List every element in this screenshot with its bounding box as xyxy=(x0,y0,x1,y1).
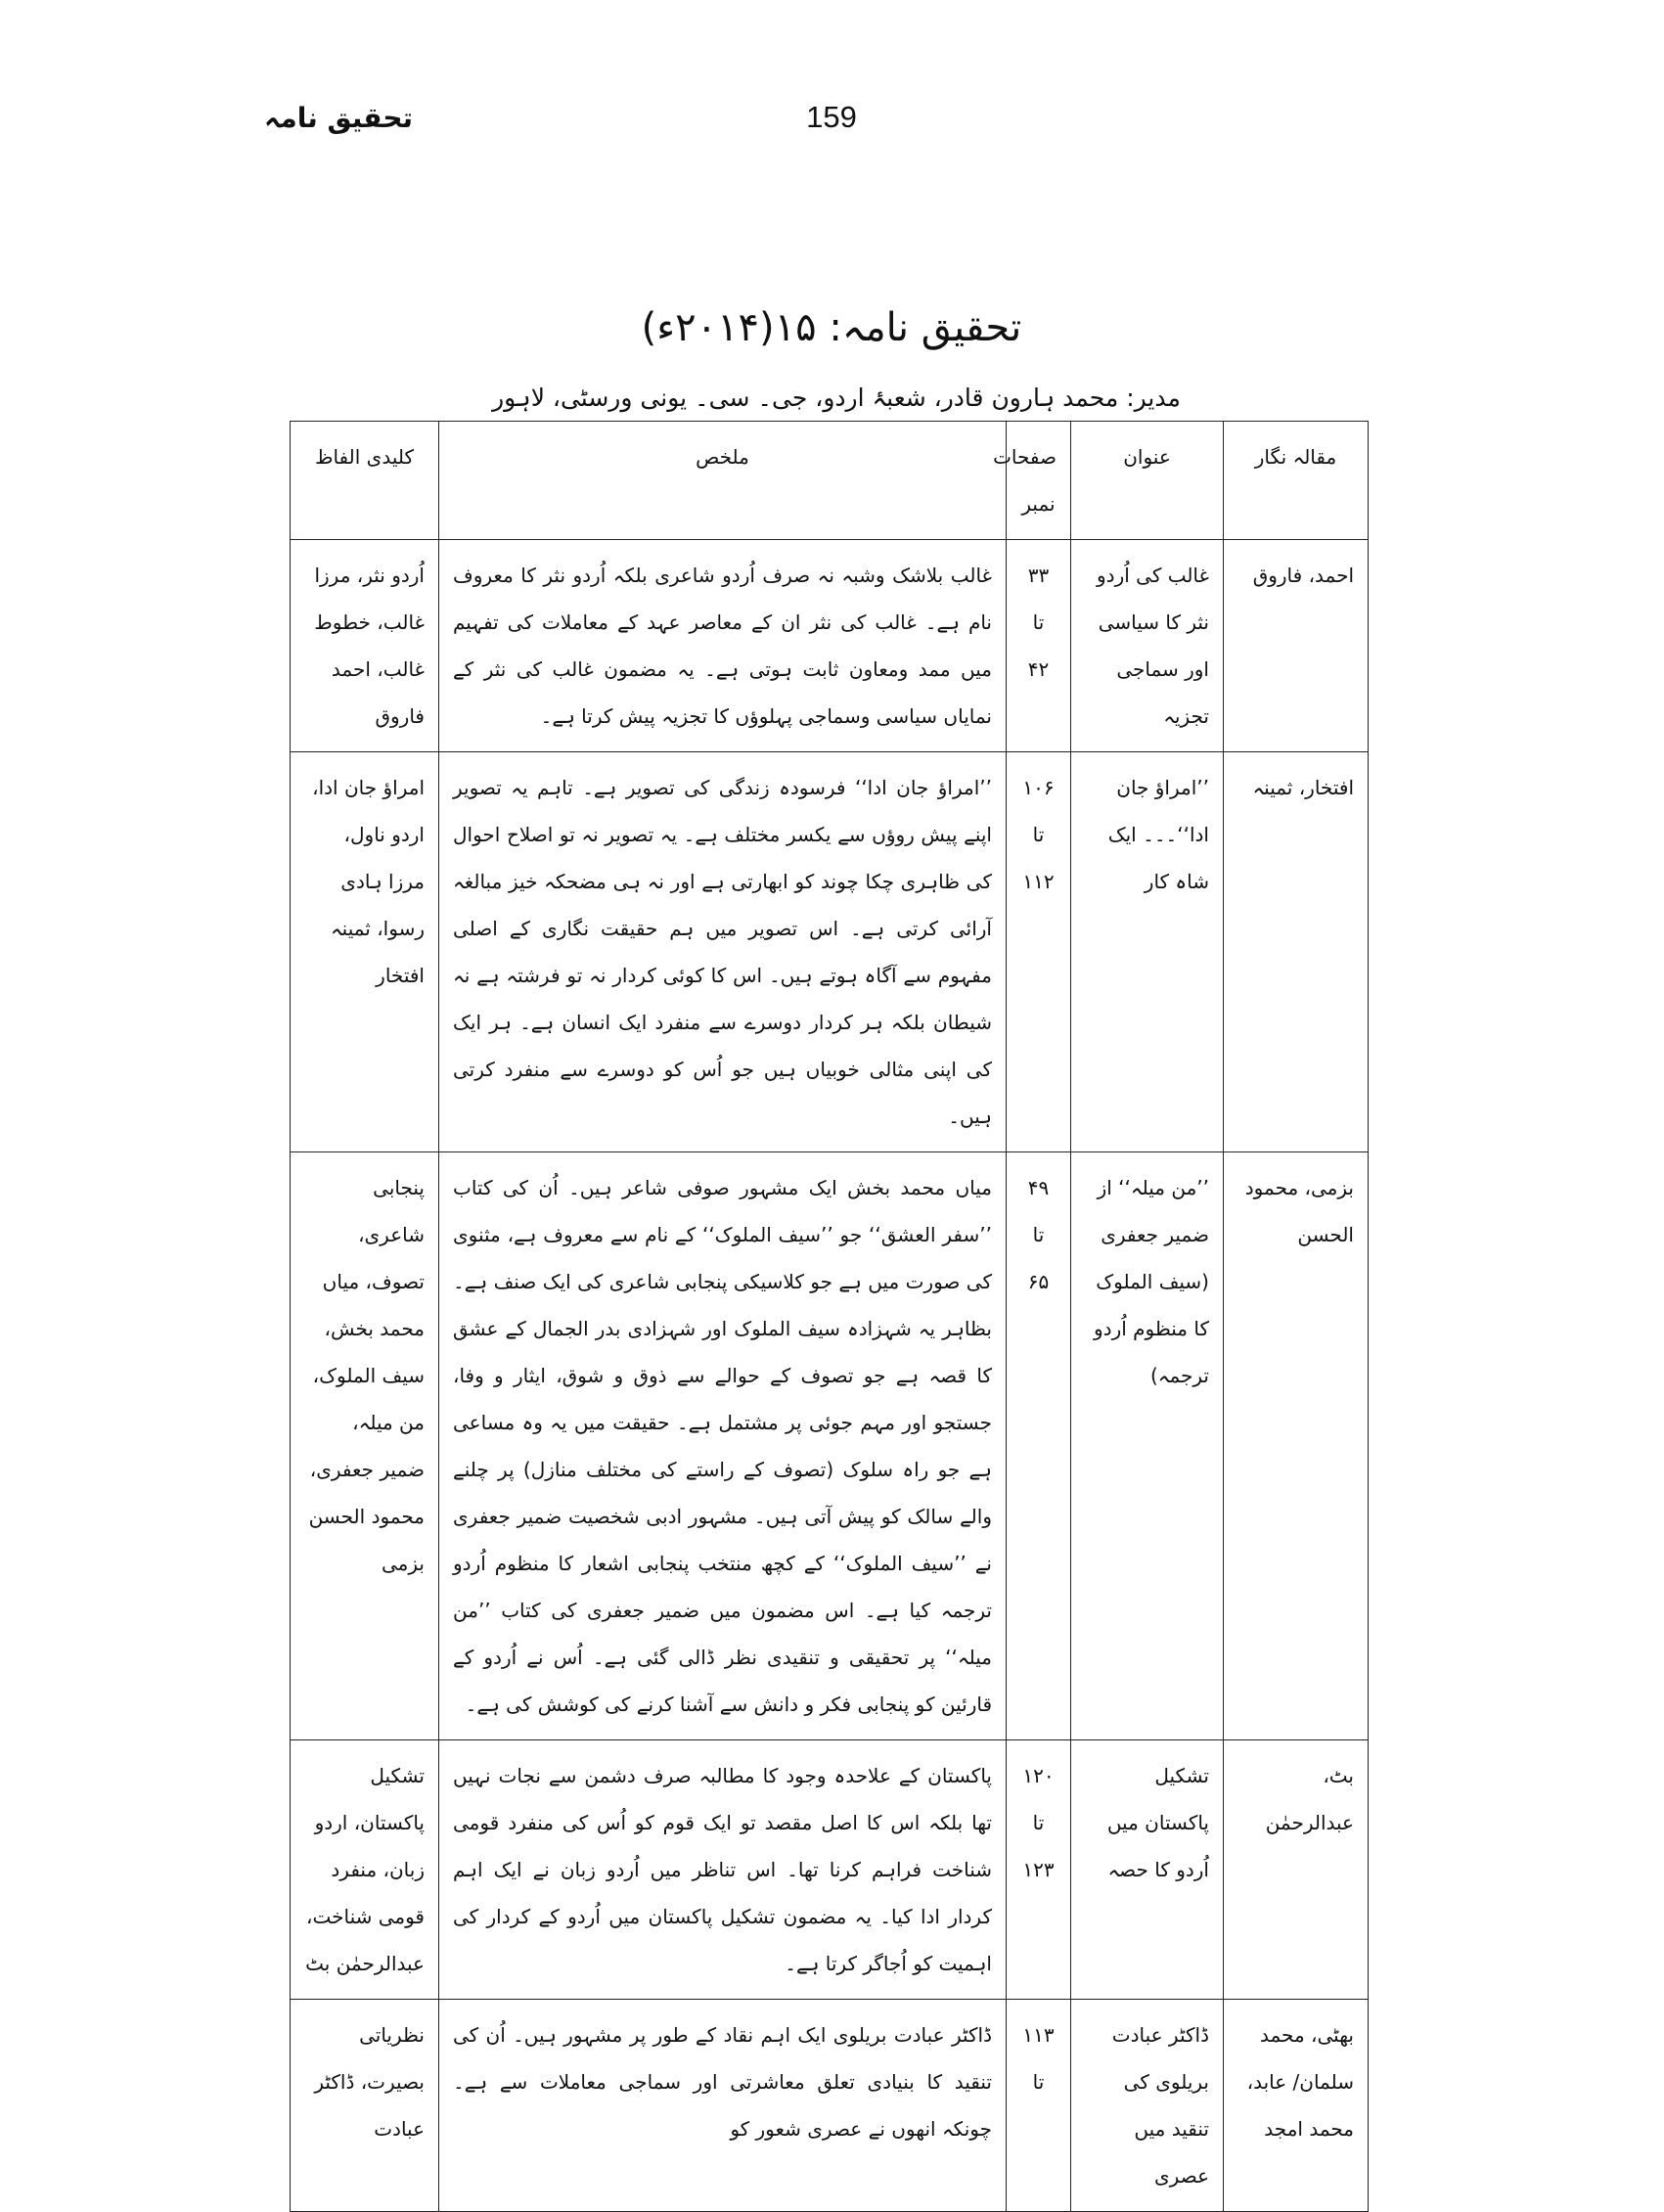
page-start: ۱۲۰ xyxy=(1022,1764,1055,1787)
header-author: مقالہ نگار xyxy=(1224,422,1369,540)
author-cell: بٹ، عبدالرحمٰن xyxy=(1224,1740,1369,2000)
journal-title: تحقیق نامہ: ۱۵(۲۰۱۴ء) xyxy=(641,305,1022,350)
article-index-table xyxy=(290,421,1369,2212)
keywords-cell: اُردو نثر، مرزا غالب، خطوط غالب، احمد فاروق xyxy=(291,540,439,752)
header-abstract: ملخص xyxy=(439,422,1007,540)
page-start: ۱۰۶ xyxy=(1022,776,1055,799)
page-number: 159 xyxy=(806,100,857,134)
abstract-cell: غالب بلاشک وشبہ نہ صرف اُردو شاعری بلکہ اُردو نثر کا معروف نام ہے۔ غالب کی نثر ان کے معاصر عہد کے معاملات کی تفہیم میں ممد ومعاون ثابت ہوتی ہے۔ یہ مضمون غالب کی نثر کے نمایاں سیاسی وسماجی پہلوؤں کا تجزیہ پیش کرتا ہے۔ xyxy=(439,540,1007,752)
keywords-cell: تشکیل پاکستان، اردو زبان، منفرد قومی شناخت، عبدالرحمٰن بٹ xyxy=(291,1740,439,2000)
header-keywords: کلیدی الفاظ xyxy=(291,422,439,540)
abstract-cell: پاکستان کے علاحدہ وجود کا مطالبہ صرف دشمن سے نجات نہیں تھا بلکہ اس کا اصل مقصد تو ایک قوم کو اُس کی منفرد قومی شناخت فراہم کرنا تھا۔ اس تناظر میں اُردو زبان نے ایک اہم کردار ادا کیا۔ یہ مضمون تشکیل پاکستان میں اُردو کے کردار کی اہمیت کو اُجاگر کرتا ہے۔ xyxy=(439,1740,1007,2000)
page-end: ۴۲ xyxy=(1027,657,1050,681)
running-title: تحقیق نامہ xyxy=(264,102,414,134)
page-separator: تا xyxy=(1032,2070,1045,2094)
pages-cell xyxy=(1007,1152,1071,1740)
pages-cell xyxy=(1007,1740,1071,2000)
header-pages: صفحات نمبر xyxy=(1007,422,1071,540)
title-cell: ’’امراؤ جان ادا‘‘۔۔۔ ایک شاہ کار xyxy=(1071,752,1224,1152)
title-cell: تشکیل پاکستان میں اُردو کا حصہ xyxy=(1071,1740,1224,2000)
pages-cell xyxy=(1007,752,1071,1152)
header-title: عنوان xyxy=(1071,422,1224,540)
title-cell: غالب کی اُردو نثر کا سیاسی اور سماجی تجزیہ xyxy=(1071,540,1224,752)
author-cell: احمد، فاروق xyxy=(1224,540,1369,752)
page-separator: تا xyxy=(1032,823,1045,846)
table-row xyxy=(291,752,1369,1152)
page-start: ۴۹ xyxy=(1027,1176,1050,1199)
page-separator: تا xyxy=(1032,1223,1045,1246)
title-cell: ’’من میلہ‘‘ از ضمیر جعفری (سیف الملوک کا منظوم اُردو ترجمہ) xyxy=(1071,1152,1224,1740)
pages-cell xyxy=(1007,2000,1071,2212)
page-end: ۱۱۲ xyxy=(1022,870,1055,893)
abstract-cell: ڈاکٹر عبادت بریلوی ایک اہم نقاد کے طور پر مشہور ہیں۔ اُن کی تنقید کا بنیادی تعلق معاشرتی اور سماجی معاملات سے ہے۔ چونکہ انھوں نے عصری شعور کو xyxy=(439,2000,1007,2212)
table-row xyxy=(291,540,1369,752)
editor-line: مدیر: محمد ہارون قادر، شعبۂ اردو، جی۔ سی۔ یونی ورسٹی، لاہور xyxy=(492,384,1181,412)
page-separator: تا xyxy=(1032,1811,1045,1834)
page-start: ۳۳ xyxy=(1027,564,1050,587)
author-cell: بزمی، محمود الحسن xyxy=(1224,1152,1369,1740)
table-header-row xyxy=(291,422,1369,540)
table-row xyxy=(291,1740,1369,2000)
page-end: ۱۲۳ xyxy=(1022,1858,1055,1881)
author-cell: افتخار، ثمینہ xyxy=(1224,752,1369,1152)
table-row xyxy=(291,1152,1369,1740)
pages-cell xyxy=(1007,540,1071,752)
abstract-cell: میاں محمد بخش ایک مشہور صوفی شاعر ہیں۔ اُن کی کتاب ’’سفر العشق‘‘ جو ’’سیف الملوک‘‘ کے نام سے معروف ہے، مثنوی کی صورت میں ہے جو کلاسیکی پنجابی شاعری کی ایک صنف ہے۔ بظاہر یہ شہزادہ سیف الملوک اور شہزادی بدر الجمال کے عشق کا قصہ ہے جو تصوف کے حوالے سے ذوق و شوق، ایثار و وفا، جستجو اور مہم جوئی پر مشتمل ہے۔ حقیقت میں یہ وہ مساعی ہے جو راہ سلوک (تصوف کے راستے کی مختلف منازل) پر چلنے والے سالک کو پیش آتی ہیں۔ مشہور ادبی شخصیت ضمیر جعفری نے ’’سیف الملوک‘‘ کے کچھ منتخب پنجابی اشعار کا منظوم اُردو ترجمہ کیا ہے۔ اس مضمون میں ضمیر جعفری کی کتاب ’’من میلہ‘‘ پر تحقیقی و تنقیدی نظر ڈالی گئی ہے۔ اُس نے اُردو کے قارئین کو پنجابی فکر و دانش سے آشنا کرنے کی کوشش کی ہے۔ xyxy=(439,1152,1007,1740)
abstract-cell: ’’امراؤ جان ادا‘‘ فرسودہ زندگی کی تصویر ہے۔ تاہم یہ تصویر اپنے پیش روؤں سے یکسر مختلف ہے۔ یہ تصویر نہ تو اصلاح احوال کی ظاہری چکا چوند کو ابھارتی ہے اور نہ ہی مضحکہ خیز مبالغہ آرائی کرتی ہے۔ اس تصویر میں ہم حقیقت نگاری کے اصلی مفہوم سے آگاہ ہوتے ہیں۔ اس کا کوئی کردار نہ تو فرشتہ ہے نہ شیطان بلکہ ہر کردار دوسرے سے منفرد ایک انسان ہے۔ ہر ایک کی اپنی مثالی خوبیاں ہیں جو اُس کو دوسرے سے منفرد کرتی ہیں۔ xyxy=(439,752,1007,1152)
keywords-cell: نظریاتی بصیرت، ڈاکٹر عبادت xyxy=(291,2000,439,2212)
table-row xyxy=(291,2000,1369,2212)
keywords-cell: امراؤ جان ادا، اردو ناول، مرزا ہادی رسوا، ثمینہ افتخار xyxy=(291,752,439,1152)
keywords-cell: پنجابی شاعری، تصوف، میاں محمد بخش، سیف الملوک، من میلہ، ضمیر جعفری، محمود الحسن بزمی xyxy=(291,1152,439,1740)
page-end: ۶۵ xyxy=(1027,1270,1050,1293)
page-start: ۱۱۳ xyxy=(1022,2023,1055,2047)
title-cell: ڈاکٹر عبادت بریلوی کی تنقید میں عصری xyxy=(1071,2000,1224,2212)
author-cell: بھٹی، محمد سلمان/ عابد، محمد امجد xyxy=(1224,2000,1369,2212)
page-separator: تا xyxy=(1032,610,1045,634)
